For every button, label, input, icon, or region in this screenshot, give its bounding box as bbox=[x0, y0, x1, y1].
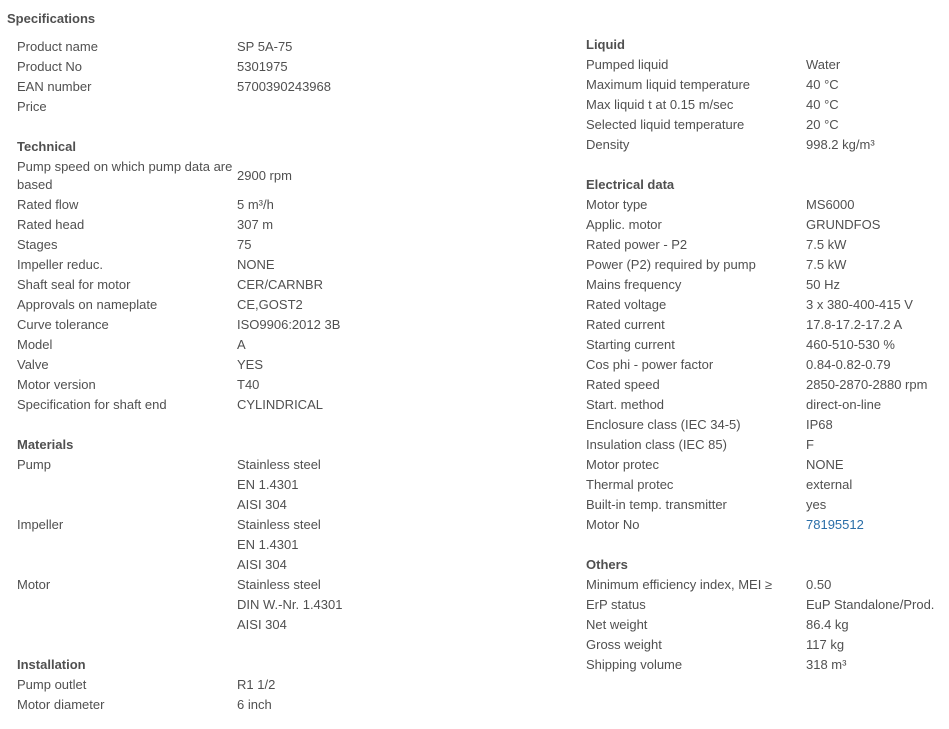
spec-values bbox=[237, 57, 557, 77]
spec-values bbox=[806, 115, 946, 135]
spec-value: Stainless steel bbox=[237, 577, 321, 592]
spec-value: 40 °C bbox=[806, 77, 839, 92]
spec-value: MS6000 bbox=[806, 197, 855, 212]
spec-label: Rated power - P2 bbox=[586, 237, 688, 252]
installation-section bbox=[17, 655, 557, 715]
spec-value: F bbox=[806, 437, 814, 452]
spec-value: 307 m bbox=[237, 217, 274, 232]
spec-label: Rated flow bbox=[17, 197, 79, 212]
spec-row bbox=[17, 295, 557, 315]
spec-row bbox=[586, 195, 946, 215]
materials-section bbox=[17, 435, 557, 635]
spec-value: EuP Standalone/Prod. bbox=[806, 597, 935, 612]
spec-row bbox=[586, 475, 946, 495]
spec-value: Stainless steel bbox=[237, 517, 321, 532]
spec-value: CER/CARNBR bbox=[237, 277, 323, 292]
others-section bbox=[586, 555, 946, 675]
others-title: Others bbox=[586, 557, 628, 572]
spec-values bbox=[237, 235, 557, 255]
spec-row bbox=[586, 315, 946, 335]
spec-label: Gross weight bbox=[586, 637, 662, 652]
spec-row bbox=[17, 37, 557, 57]
spec-values bbox=[806, 375, 946, 395]
spec-value: T40 bbox=[237, 377, 260, 392]
spec-value: 20 °C bbox=[806, 117, 839, 132]
spec-value: 117 kg bbox=[806, 637, 845, 652]
spec-label: Rated head bbox=[17, 217, 85, 232]
spec-value: 50 Hz bbox=[806, 277, 840, 292]
spec-values bbox=[237, 195, 557, 215]
spec-row bbox=[586, 295, 946, 315]
spec-values bbox=[237, 335, 557, 355]
spec-value: AISI 304 bbox=[237, 497, 287, 512]
liquid-title: Liquid bbox=[586, 37, 625, 52]
spec-row bbox=[586, 395, 946, 415]
spec-row bbox=[586, 215, 946, 235]
spec-value: 460-510-530 % bbox=[806, 337, 895, 352]
spec-values bbox=[806, 75, 946, 95]
spec-row bbox=[586, 615, 946, 635]
spec-row bbox=[586, 55, 946, 75]
spec-label: Thermal protec bbox=[586, 477, 674, 492]
spec-row bbox=[17, 57, 557, 77]
spec-values bbox=[237, 97, 557, 117]
spec-row bbox=[586, 135, 946, 155]
spec-values bbox=[806, 655, 946, 675]
spec-value: 5301975 bbox=[237, 59, 288, 74]
spec-label: Minimum efficiency index, MEI ≥ bbox=[586, 577, 773, 592]
spec-label: Price bbox=[17, 99, 47, 114]
spec-value: 2900 rpm bbox=[237, 168, 292, 183]
spec-label: Start. method bbox=[586, 397, 665, 412]
spec-row bbox=[586, 455, 946, 475]
spec-values bbox=[806, 335, 946, 355]
spec-value: 5700390243968 bbox=[237, 79, 331, 94]
spec-row bbox=[17, 675, 557, 695]
spec-values bbox=[806, 235, 946, 255]
spec-label: Enclosure class (IEC 34-5) bbox=[586, 417, 741, 432]
spec-values bbox=[237, 255, 557, 275]
spec-label: Model bbox=[17, 337, 53, 352]
spec-row bbox=[17, 195, 557, 215]
spec-row-motor-no bbox=[586, 515, 946, 535]
motor-no-link[interactable]: 78195512 bbox=[806, 517, 864, 532]
spec-row bbox=[17, 315, 557, 335]
installation-title: Installation bbox=[17, 657, 86, 672]
spec-values bbox=[806, 475, 946, 495]
spec-label: Mains frequency bbox=[586, 277, 682, 292]
electrical-section bbox=[586, 175, 946, 535]
spec-label: Product name bbox=[17, 39, 98, 54]
spec-values bbox=[806, 495, 946, 515]
spec-row bbox=[17, 235, 557, 255]
spec-values bbox=[806, 295, 946, 315]
installation-rows bbox=[17, 675, 557, 715]
spec-row bbox=[17, 255, 557, 275]
spec-value: 0.84-0.82-0.79 bbox=[806, 357, 891, 372]
spec-value: GRUNDFOS bbox=[806, 217, 881, 232]
spec-label: Pumped liquid bbox=[586, 57, 669, 72]
spec-values bbox=[237, 455, 557, 515]
spec-label: Pump speed on which pump data are based bbox=[17, 159, 233, 192]
spec-values bbox=[806, 315, 946, 335]
spec-row bbox=[17, 695, 557, 715]
spec-value: 5 m³/h bbox=[237, 197, 274, 212]
spec-value: 318 m³ bbox=[806, 657, 847, 672]
spec-values bbox=[806, 135, 946, 155]
spec-row bbox=[586, 275, 946, 295]
spec-values bbox=[237, 37, 557, 57]
spec-values bbox=[237, 575, 557, 635]
spec-values bbox=[806, 415, 946, 435]
spec-label: Valve bbox=[17, 357, 49, 372]
spec-values bbox=[237, 77, 557, 97]
technical-rows bbox=[17, 195, 557, 415]
spec-value: 7.5 kW bbox=[806, 237, 847, 252]
spec-values bbox=[237, 275, 557, 295]
spec-value: 6 inch bbox=[237, 697, 272, 712]
spec-values bbox=[806, 215, 946, 235]
spec-row bbox=[586, 655, 946, 675]
spec-row bbox=[586, 335, 946, 355]
spec-value: 75 bbox=[237, 237, 252, 252]
spec-values bbox=[806, 435, 946, 455]
spec-value: YES bbox=[237, 357, 264, 372]
spec-value: Water bbox=[806, 57, 841, 72]
spec-value: 40 °C bbox=[806, 97, 839, 112]
spec-row bbox=[586, 255, 946, 275]
spec-values bbox=[237, 355, 557, 375]
spec-label: Power (P2) required by pump bbox=[586, 257, 756, 272]
electrical-rows bbox=[586, 195, 946, 515]
spec-label: Insulation class (IEC 85) bbox=[586, 437, 727, 452]
spec-row bbox=[17, 455, 557, 515]
materials-rows bbox=[17, 455, 557, 635]
spec-row bbox=[586, 595, 946, 615]
spec-values bbox=[806, 395, 946, 415]
others-rows bbox=[586, 575, 946, 675]
spec-value: IP68 bbox=[806, 417, 833, 432]
spec-label: Motor No bbox=[586, 517, 640, 532]
spec-label: Impeller reduc. bbox=[17, 257, 103, 272]
spec-values bbox=[806, 575, 946, 595]
spec-values bbox=[806, 615, 946, 635]
spec-values bbox=[806, 95, 946, 115]
spec-row bbox=[586, 95, 946, 115]
spec-value: A bbox=[237, 337, 246, 352]
spec-label: Motor version bbox=[17, 377, 96, 392]
spec-value: R1 1/2 bbox=[237, 677, 276, 692]
spec-label: Selected liquid temperature bbox=[586, 117, 745, 132]
spec-values bbox=[237, 295, 557, 315]
spec-value: 0.50 bbox=[806, 577, 832, 592]
spec-row bbox=[586, 235, 946, 255]
spec-value: yes bbox=[806, 497, 827, 512]
page-title: Specifications bbox=[7, 11, 96, 26]
spec-label: Cos phi - power factor bbox=[586, 357, 714, 372]
spec-label: Maximum liquid temperature bbox=[586, 77, 751, 92]
spec-label: Net weight bbox=[586, 617, 648, 632]
spec-values bbox=[806, 595, 946, 615]
spec-row bbox=[586, 355, 946, 375]
spec-row bbox=[586, 75, 946, 95]
spec-value: 2850-2870-2880 rpm bbox=[806, 377, 928, 392]
spec-label: Rated voltage bbox=[586, 297, 667, 312]
spec-row bbox=[17, 375, 557, 395]
spec-row bbox=[17, 575, 557, 635]
spec-row-pump-speed bbox=[17, 157, 557, 195]
spec-row bbox=[586, 635, 946, 655]
spec-value: NONE bbox=[806, 457, 844, 472]
liquid-section bbox=[586, 35, 946, 155]
liquid-rows bbox=[586, 55, 946, 155]
spec-value: 998.2 kg/m³ bbox=[806, 137, 875, 152]
spec-value: Stainless steel bbox=[237, 457, 321, 472]
spec-row bbox=[17, 77, 557, 97]
spec-value: ISO9906:2012 3B bbox=[237, 317, 341, 332]
spec-value: AISI 304 bbox=[237, 617, 287, 632]
spec-label: Specification for shaft end bbox=[17, 397, 167, 412]
spec-row bbox=[586, 495, 946, 515]
spec-label: Curve tolerance bbox=[17, 317, 109, 332]
spec-value: EN 1.4301 bbox=[237, 477, 299, 492]
spec-label: Shipping volume bbox=[586, 657, 683, 672]
spec-label: Motor protec bbox=[586, 457, 659, 472]
spec-value: 3 x 380-400-415 V bbox=[806, 297, 913, 312]
spec-value-empty bbox=[237, 97, 557, 117]
spec-value: direct-on-line bbox=[806, 397, 882, 412]
spec-values bbox=[237, 695, 557, 715]
spec-value: CYLINDRICAL bbox=[237, 397, 323, 412]
spec-value: NONE bbox=[237, 257, 275, 272]
materials-title: Materials bbox=[17, 437, 74, 452]
spec-value: DIN W.-Nr. 1.4301 bbox=[237, 597, 343, 612]
spec-values bbox=[806, 195, 946, 215]
spec-row bbox=[586, 115, 946, 135]
spec-label: Motor type bbox=[586, 197, 648, 212]
spec-row bbox=[17, 215, 557, 235]
spec-value: external bbox=[806, 477, 853, 492]
spec-label: Density bbox=[586, 137, 630, 152]
electrical-title: Electrical data bbox=[586, 177, 675, 192]
spec-label: Motor bbox=[17, 577, 51, 592]
spec-value: EN 1.4301 bbox=[237, 537, 299, 552]
spec-values bbox=[237, 395, 557, 415]
spec-values bbox=[806, 275, 946, 295]
spec-row bbox=[586, 575, 946, 595]
spec-label: Max liquid t at 0.15 m/sec bbox=[586, 97, 734, 112]
technical-section bbox=[17, 137, 557, 415]
spec-label: Stages bbox=[17, 237, 58, 252]
spec-row bbox=[17, 355, 557, 375]
spec-row bbox=[586, 375, 946, 395]
spec-row bbox=[17, 515, 557, 575]
spec-value: 7.5 kW bbox=[806, 257, 847, 272]
spec-label: Applic. motor bbox=[586, 217, 662, 232]
spec-row bbox=[17, 275, 557, 295]
spec-values bbox=[237, 515, 557, 575]
spec-label: Approvals on nameplate bbox=[17, 297, 158, 312]
spec-values bbox=[806, 55, 946, 75]
spec-row bbox=[17, 335, 557, 355]
spec-label: ErP status bbox=[586, 597, 646, 612]
spec-row bbox=[17, 97, 557, 117]
spec-label: Motor diameter bbox=[17, 697, 105, 712]
spec-values bbox=[237, 315, 557, 335]
spec-label: Rated speed bbox=[586, 377, 660, 392]
spec-values bbox=[237, 375, 557, 395]
spec-values bbox=[806, 635, 946, 655]
spec-value: 17.8-17.2-17.2 A bbox=[806, 317, 903, 332]
spec-label: Impeller bbox=[17, 517, 64, 532]
spec-values bbox=[237, 675, 557, 695]
spec-row bbox=[586, 415, 946, 435]
spec-label: Starting current bbox=[586, 337, 675, 352]
spec-label: Shaft seal for motor bbox=[17, 277, 131, 292]
spec-value: AISI 304 bbox=[237, 557, 287, 572]
spec-label: Rated current bbox=[586, 317, 665, 332]
spec-label: Pump bbox=[17, 457, 51, 472]
spec-label: EAN number bbox=[17, 79, 92, 94]
spec-values bbox=[237, 215, 557, 235]
technical-title: Technical bbox=[17, 139, 77, 154]
spec-value: SP 5A-75 bbox=[237, 39, 293, 54]
spec-row bbox=[586, 435, 946, 455]
spec-label: Built-in temp. transmitter bbox=[586, 497, 727, 512]
spec-label: Product No bbox=[17, 59, 83, 74]
spec-value: CE,GOST2 bbox=[237, 297, 303, 312]
spec-row bbox=[17, 395, 557, 415]
product-section bbox=[17, 37, 557, 117]
spec-values bbox=[806, 455, 946, 475]
spec-value: 86.4 kg bbox=[806, 617, 849, 632]
spec-values bbox=[806, 355, 946, 375]
spec-label: Pump outlet bbox=[17, 677, 87, 692]
spec-values bbox=[806, 255, 946, 275]
